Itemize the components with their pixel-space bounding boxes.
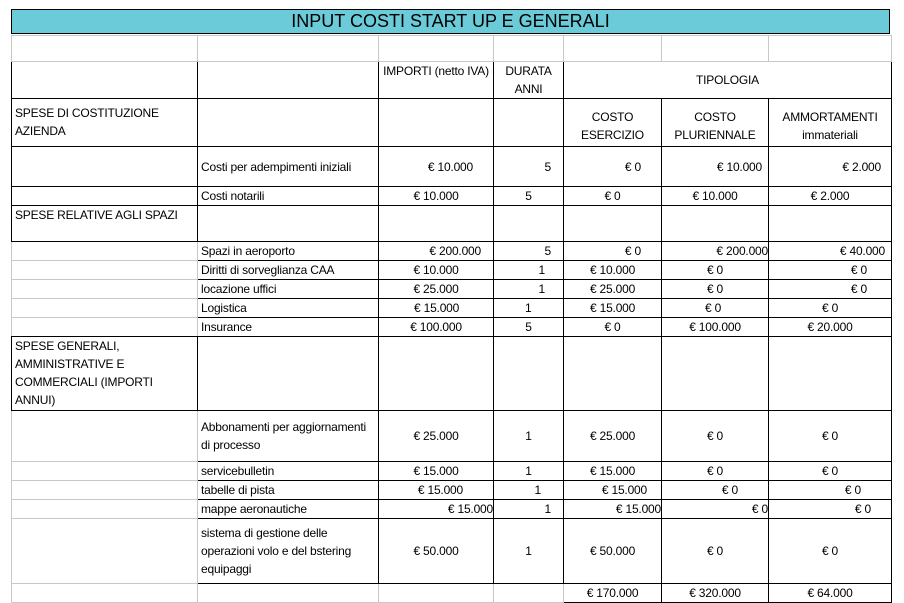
cell[interactable] <box>12 500 198 519</box>
row-label[interactable]: Logistica <box>198 299 379 318</box>
row-importo[interactable]: € 25.000 <box>379 411 494 462</box>
row-durata[interactable]: 1 <box>494 519 564 584</box>
table-row <box>12 242 892 261</box>
header-importi[interactable]: IMPORTI (netto IVA) <box>379 62 494 99</box>
row-label[interactable]: Insurance <box>198 318 379 337</box>
table-row <box>12 481 892 500</box>
cell[interactable] <box>198 337 379 411</box>
cell[interactable] <box>379 584 494 603</box>
cell[interactable] <box>198 206 379 242</box>
totals-row <box>12 584 892 603</box>
row-ammortamento[interactable]: € 0 <box>769 519 892 584</box>
row-esercizio[interactable]: € 25.000 <box>564 280 662 299</box>
cell[interactable] <box>494 206 564 242</box>
row-ammortamento[interactable]: € 0 <box>769 261 892 280</box>
row-importo[interactable]: € 10.000 <box>379 261 494 280</box>
cell[interactable] <box>198 36 379 62</box>
row-pluriennale[interactable]: € 10.000 <box>662 147 769 187</box>
cell[interactable] <box>12 62 198 99</box>
table-row <box>12 280 892 299</box>
cell[interactable] <box>12 299 198 318</box>
row-pluriennale[interactable]: € 0 <box>662 500 769 519</box>
cell[interactable] <box>12 261 198 280</box>
cell[interactable] <box>12 462 198 481</box>
cell[interactable] <box>379 36 494 62</box>
row-pluriennale[interactable]: € 0 <box>662 261 769 280</box>
cell[interactable] <box>494 99 564 147</box>
row-ammortamento[interactable]: € 2.000 <box>769 147 892 187</box>
table-row <box>12 318 892 337</box>
header-costo-pluriennale[interactable]: COSTO PLURIENNALE <box>662 99 769 147</box>
row-esercizio[interactable]: € 0 <box>564 242 662 261</box>
cell[interactable] <box>12 36 198 62</box>
row-ammortamento[interactable]: € 0 <box>769 280 892 299</box>
cell[interactable] <box>494 337 564 411</box>
section-costituzione[interactable]: SPESE DI COSTITUZIONE AZIENDA <box>12 99 198 147</box>
cell[interactable] <box>12 318 198 337</box>
row-importo[interactable]: € 15.000 <box>379 481 494 500</box>
row-label[interactable]: Spazi in aeroporto <box>198 242 379 261</box>
row-ammortamento[interactable]: € 0 <box>769 481 892 500</box>
empty-row <box>12 36 892 62</box>
row-pluriennale[interactable]: € 0 <box>662 519 769 584</box>
row-durata[interactable]: 5 <box>494 187 564 206</box>
row-durata[interactable]: 1 <box>494 261 564 280</box>
table-row <box>12 147 892 187</box>
section-spazi[interactable]: SPESE RELATIVE AGLI SPAZI <box>12 206 198 242</box>
row-ammortamento[interactable]: € 0 <box>769 462 892 481</box>
row-importo[interactable]: € 200.000 <box>379 242 494 261</box>
row-ammortamento[interactable]: € 0 <box>769 500 892 519</box>
cell[interactable] <box>769 36 892 62</box>
row-label[interactable]: Diritti di sorveglianza CAA <box>198 261 379 280</box>
table-row <box>12 519 892 584</box>
row-importo[interactable]: € 10.000 <box>379 147 494 187</box>
row-durata[interactable]: 1 <box>494 500 564 519</box>
row-esercizio[interactable]: € 0 <box>564 318 662 337</box>
table-row <box>12 500 892 519</box>
row-importo[interactable]: € 10.000 <box>379 187 494 206</box>
header-ammortamenti[interactable]: AMMORTAMENTI immateriali <box>769 99 892 147</box>
row-esercizio[interactable]: € 0 <box>564 187 662 206</box>
row-label[interactable]: Costi notarili <box>198 187 379 206</box>
row-durata[interactable]: 5 <box>494 242 564 261</box>
row-pluriennale[interactable]: € 100.000 <box>662 318 769 337</box>
row-label[interactable]: locazione uffici <box>198 280 379 299</box>
table-row <box>12 299 892 318</box>
row-label[interactable]: mappe aeronautiche <box>198 500 379 519</box>
row-importo[interactable]: € 50.000 <box>379 519 494 584</box>
cell[interactable] <box>198 584 379 603</box>
row-esercizio[interactable]: € 0 <box>564 147 662 187</box>
row-durata[interactable]: 5 <box>494 147 564 187</box>
cell[interactable] <box>12 187 198 206</box>
row-importo[interactable]: € 25.000 <box>379 280 494 299</box>
row-pluriennale[interactable]: € 0 <box>662 411 769 462</box>
header-costo-esercizio[interactable]: COSTO ESERCIZIO <box>564 99 662 147</box>
cell[interactable] <box>494 584 564 603</box>
cell[interactable] <box>12 481 198 500</box>
row-ammortamento[interactable]: € 0 <box>769 411 892 462</box>
row-durata[interactable]: 5 <box>494 318 564 337</box>
cell[interactable] <box>379 99 494 147</box>
header-durata[interactable]: DURATA ANNI <box>494 62 564 99</box>
row-label[interactable]: Abbonamenti per aggiornamenti di processo <box>198 411 379 462</box>
cell[interactable] <box>12 147 198 187</box>
section-generali[interactable]: SPESE GENERALI, AMMINISTRATIVE E COMMERCIALI (IMPORTI ANNUI) <box>12 337 198 411</box>
row-pluriennale[interactable]: € 0 <box>662 462 769 481</box>
cell[interactable] <box>12 411 198 462</box>
row-label[interactable]: Costi per adempimenti iniziali <box>198 147 379 187</box>
sheet-title: INPUT COSTI START UP E GENERALI <box>11 9 890 34</box>
cell[interactable] <box>198 62 379 99</box>
total-ammortamento[interactable]: € 64.000 <box>769 584 892 603</box>
section-row <box>12 337 892 411</box>
cell[interactable] <box>379 206 494 242</box>
row-importo[interactable]: € 15.000 <box>379 299 494 318</box>
row-pluriennale[interactable]: € 10.000 <box>662 187 769 206</box>
cell[interactable] <box>12 242 198 261</box>
cell[interactable] <box>494 36 564 62</box>
section-row <box>12 99 892 147</box>
cell[interactable] <box>198 99 379 147</box>
row-durata[interactable]: 1 <box>494 280 564 299</box>
cell[interactable] <box>564 337 662 411</box>
row-esercizio[interactable]: € 25.000 <box>564 411 662 462</box>
cell[interactable] <box>379 337 494 411</box>
row-esercizio[interactable]: € 10.000 <box>564 261 662 280</box>
row-esercizio[interactable]: € 50.000 <box>564 519 662 584</box>
table-row <box>12 187 892 206</box>
row-durata[interactable]: 1 <box>494 299 564 318</box>
cell[interactable] <box>564 36 662 62</box>
table-row <box>12 411 892 462</box>
row-ammortamento[interactable]: € 0 <box>769 299 892 318</box>
cell[interactable] <box>662 337 769 411</box>
row-esercizio[interactable]: € 15.000 <box>564 500 662 519</box>
cell[interactable] <box>12 280 198 299</box>
row-esercizio[interactable]: € 15.000 <box>564 462 662 481</box>
cell[interactable] <box>12 519 198 584</box>
section-row <box>12 206 892 242</box>
row-durata[interactable]: 1 <box>494 481 564 500</box>
header-tipologia[interactable]: TIPOLOGIA <box>564 62 892 99</box>
row-durata[interactable]: 1 <box>494 462 564 481</box>
row-label[interactable]: sistema di gestione delle operazioni volo e del bstering equipaggi <box>198 519 379 584</box>
cell[interactable] <box>662 36 769 62</box>
row-importo[interactable]: € 100.000 <box>379 318 494 337</box>
row-pluriennale[interactable]: € 0 <box>662 299 769 318</box>
total-esercizio[interactable]: € 170.000 <box>564 584 662 603</box>
row-importo[interactable]: € 15.000 <box>379 462 494 481</box>
cell[interactable] <box>662 206 769 242</box>
table-row <box>12 462 892 481</box>
row-label[interactable]: tabelle di pista <box>198 481 379 500</box>
row-importo[interactable]: € 15.000 <box>379 500 494 519</box>
costs-table <box>11 35 892 603</box>
row-pluriennale[interactable]: € 0 <box>662 280 769 299</box>
cell[interactable] <box>564 206 662 242</box>
header-row <box>12 62 892 99</box>
row-ammortamento[interactable]: € 20.000 <box>769 318 892 337</box>
cell[interactable] <box>769 206 892 242</box>
row-ammortamento[interactable]: € 2.000 <box>769 187 892 206</box>
row-label[interactable]: servicebulletin <box>198 462 379 481</box>
row-pluriennale[interactable]: € 200.000 <box>662 242 769 261</box>
cell[interactable] <box>769 337 892 411</box>
row-durata[interactable]: 1 <box>494 411 564 462</box>
cell[interactable] <box>12 584 198 603</box>
row-pluriennale[interactable]: € 0 <box>662 481 769 500</box>
row-esercizio[interactable]: € 15.000 <box>564 481 662 500</box>
table-row <box>12 261 892 280</box>
total-pluriennale[interactable]: € 320.000 <box>662 584 769 603</box>
row-ammortamento[interactable]: € 40.000 <box>769 242 892 261</box>
row-esercizio[interactable]: € 15.000 <box>564 299 662 318</box>
